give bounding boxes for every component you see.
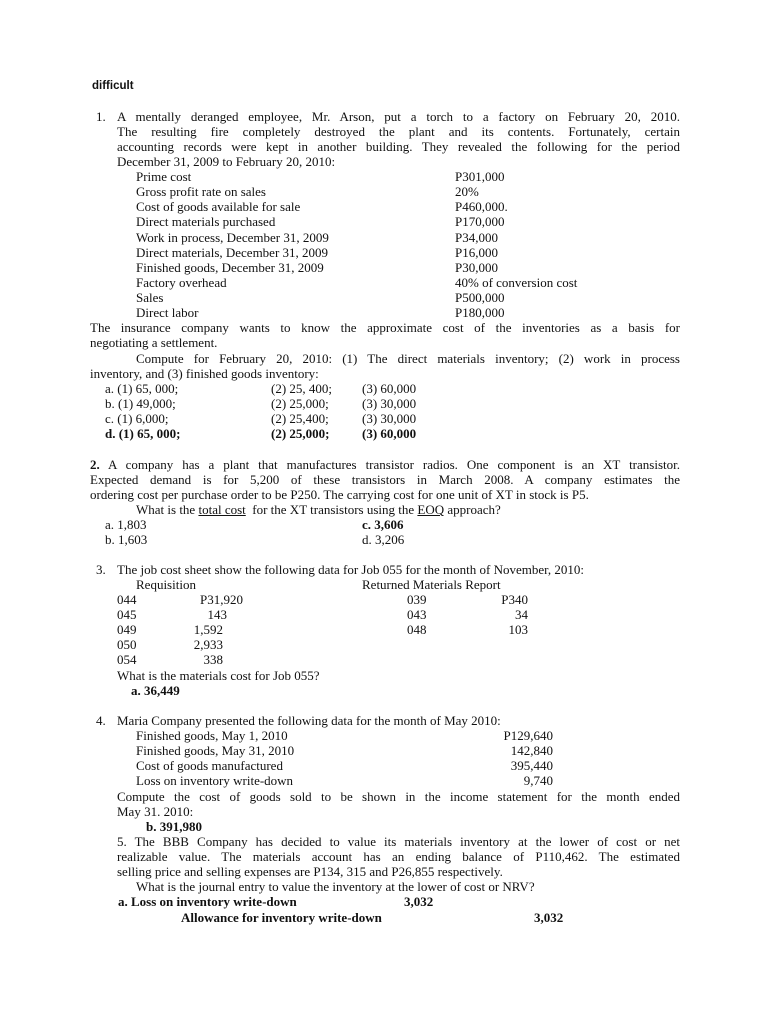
question-text (136, 502, 501, 517)
option-c-answer: c. 3,606 (362, 517, 404, 532)
item-label: Sales (136, 290, 164, 305)
option-b: (3) 30,000 (362, 396, 417, 411)
item-label: Prime cost (136, 169, 192, 184)
item-value: P180,000 (455, 305, 505, 320)
item-value: P170,000 (455, 214, 505, 229)
return-amount: P340 (501, 592, 528, 607)
option-a: (2) 25, 400; (271, 381, 333, 396)
item-label: Direct materials, December 31, 2009 (136, 245, 329, 260)
paragraph-line: The resulting fire completely destroyed the plant and its contents. Fortunately, certain (117, 124, 680, 139)
option-c: c. (1) 6,000; (105, 411, 169, 426)
paragraph-line: The insurance company wants to know the approximate cost of the inventories as a basis for (90, 320, 680, 335)
paragraph-line: A mentally deranged employee, Mr. Arson, put a torch to a factory on February 20, 2010. (117, 109, 680, 124)
paragraph-line: selling price and selling expenses are P134, 315 and P26,855 respectively. (117, 864, 503, 879)
question-text: What is the journal entry to value the inventory at the lower of cost or NRV? (136, 879, 535, 894)
option-d-answer: (2) 25,000; (271, 426, 330, 441)
option-c: (3) 30,000 (362, 411, 417, 426)
option-a: (3) 60,000 (362, 381, 417, 396)
item-value: P129,640 (503, 728, 553, 743)
requisition-code: 050 (117, 637, 137, 652)
column-header: Requisition (136, 577, 196, 592)
journal-debit-label: a. Loss on inventory write-down (118, 894, 297, 909)
journal-credit-amount: 3,032 (534, 910, 564, 925)
item-value: 142,840 (510, 743, 553, 758)
item-label: Work in process, December 31, 2009 (136, 230, 329, 245)
paragraph-line: realizable value. The materials account has an ending balance of P110,462. The estimated (117, 849, 680, 864)
option-d: d. 3,206 (362, 532, 405, 547)
item-label: Direct labor (136, 305, 199, 320)
question-intro: Maria Company presented the following data for the month of May 2010: (117, 713, 501, 728)
paragraph-line: December 31, 2009 to February 20, 2010: (117, 154, 336, 169)
requisition-amount: 1,592 (193, 622, 223, 637)
return-amount: 34 (515, 607, 528, 622)
item-label: Finished goods, December 31, 2009 (136, 260, 324, 275)
paragraph-line: negotiating a settlement. (90, 335, 218, 350)
item-label: Factory overhead (136, 275, 227, 290)
question-number: 1. (96, 109, 106, 124)
option-a: a. (1) 65, 000; (105, 381, 179, 396)
question-text: What is the materials cost for Job 055? (117, 668, 320, 683)
requisition-code: 054 (117, 652, 137, 667)
requisition-amount: 143 (207, 607, 227, 622)
requisition-amount: P31,920 (200, 592, 243, 607)
item-value: 395,440 (510, 758, 553, 773)
item-label: Cost of goods available for sale (136, 199, 301, 214)
return-code: 048 (407, 622, 427, 637)
journal-debit-amount: 3,032 (404, 894, 434, 909)
item-label: Loss on inventory write-down (136, 773, 294, 788)
paragraph-line: Compute the cost of goods sold to be shown in the income statement for the month ended (117, 789, 680, 804)
requisition-amount: 2,933 (193, 637, 223, 652)
item-value: P34,000 (455, 230, 498, 245)
return-code: 043 (407, 607, 427, 622)
return-code: 039 (407, 592, 427, 607)
paragraph-line: May 31. 2010: (117, 804, 194, 819)
item-value: P500,000 (455, 290, 505, 305)
item-label: Finished goods, May 31, 2010 (136, 743, 295, 758)
answer: b. 391,980 (146, 819, 202, 834)
item-value: P16,000 (455, 245, 498, 260)
question-number: 3. (96, 562, 106, 577)
paragraph-line: Expected demand is for 5,200 of these transistors in March 2008. A company estimates the (90, 472, 680, 487)
paragraph-line: 5. The BBB Company has decided to value its materials inventory at the lower of cost or net (117, 834, 680, 849)
option-a: a. 1,803 (105, 517, 147, 532)
paragraph-line: inventory, and (3) finished goods inventory: (90, 366, 319, 381)
item-value: P460,000. (455, 199, 508, 214)
paragraph-line: ordering cost per purchase order to be P250. The carrying cost for one unit of XT in stock is P5. (90, 487, 589, 502)
question-number: 4. (96, 713, 106, 728)
option-d-answer: (3) 60,000 (362, 426, 417, 441)
requisition-code: 045 (117, 607, 137, 622)
item-label: Direct materials purchased (136, 214, 276, 229)
question-intro: The job cost sheet show the following data for Job 055 for the month of November, 2010: (117, 562, 585, 577)
text: What is the (136, 502, 199, 517)
underlined-text: EOQ (417, 502, 445, 517)
paragraph-line: accounting records were kept in another building. They revealed the following for the period (117, 139, 680, 154)
requisition-amount: 338 (203, 652, 223, 667)
item-value: P30,000 (455, 260, 498, 275)
item-value: P301,000 (455, 169, 505, 184)
paragraph-line (90, 457, 680, 472)
item-value: 40% of conversion cost (455, 275, 578, 290)
option-c: (2) 25,400; (271, 411, 329, 426)
column-header: Returned Materials Report (362, 577, 501, 592)
question-number: 2. (90, 457, 100, 472)
item-label: Gross profit rate on sales (136, 184, 266, 199)
option-b: b. (1) 49,000; (105, 396, 176, 411)
heading: difficult (92, 80, 134, 92)
return-amount: 103 (508, 622, 528, 637)
item-label: Cost of goods manufactured (136, 758, 283, 773)
text: for the XT transistors using the (245, 502, 418, 517)
requisition-code: 049 (117, 622, 137, 637)
option-b: b. 1,603 (105, 532, 148, 547)
answer: a. 36,449 (131, 683, 180, 698)
text: approach? (444, 502, 501, 517)
option-b: (2) 25,000; (271, 396, 329, 411)
underlined-text: total cost (198, 502, 246, 517)
paragraph-line: Compute for February 20, 2010: (1) The direct materials inventory; (2) work in process (136, 351, 680, 366)
item-label: Finished goods, May 1, 2010 (136, 728, 288, 743)
text: A company has a plant that manufactures transistor radios. One component is an XT transistor. (99, 457, 680, 472)
requisition-code: 044 (117, 592, 137, 607)
item-value: 9,740 (523, 773, 553, 788)
journal-credit-label: Allowance for inventory write-down (181, 910, 382, 925)
item-value: 20% (455, 184, 479, 199)
option-d-answer: d. (1) 65, 000; (105, 426, 181, 441)
